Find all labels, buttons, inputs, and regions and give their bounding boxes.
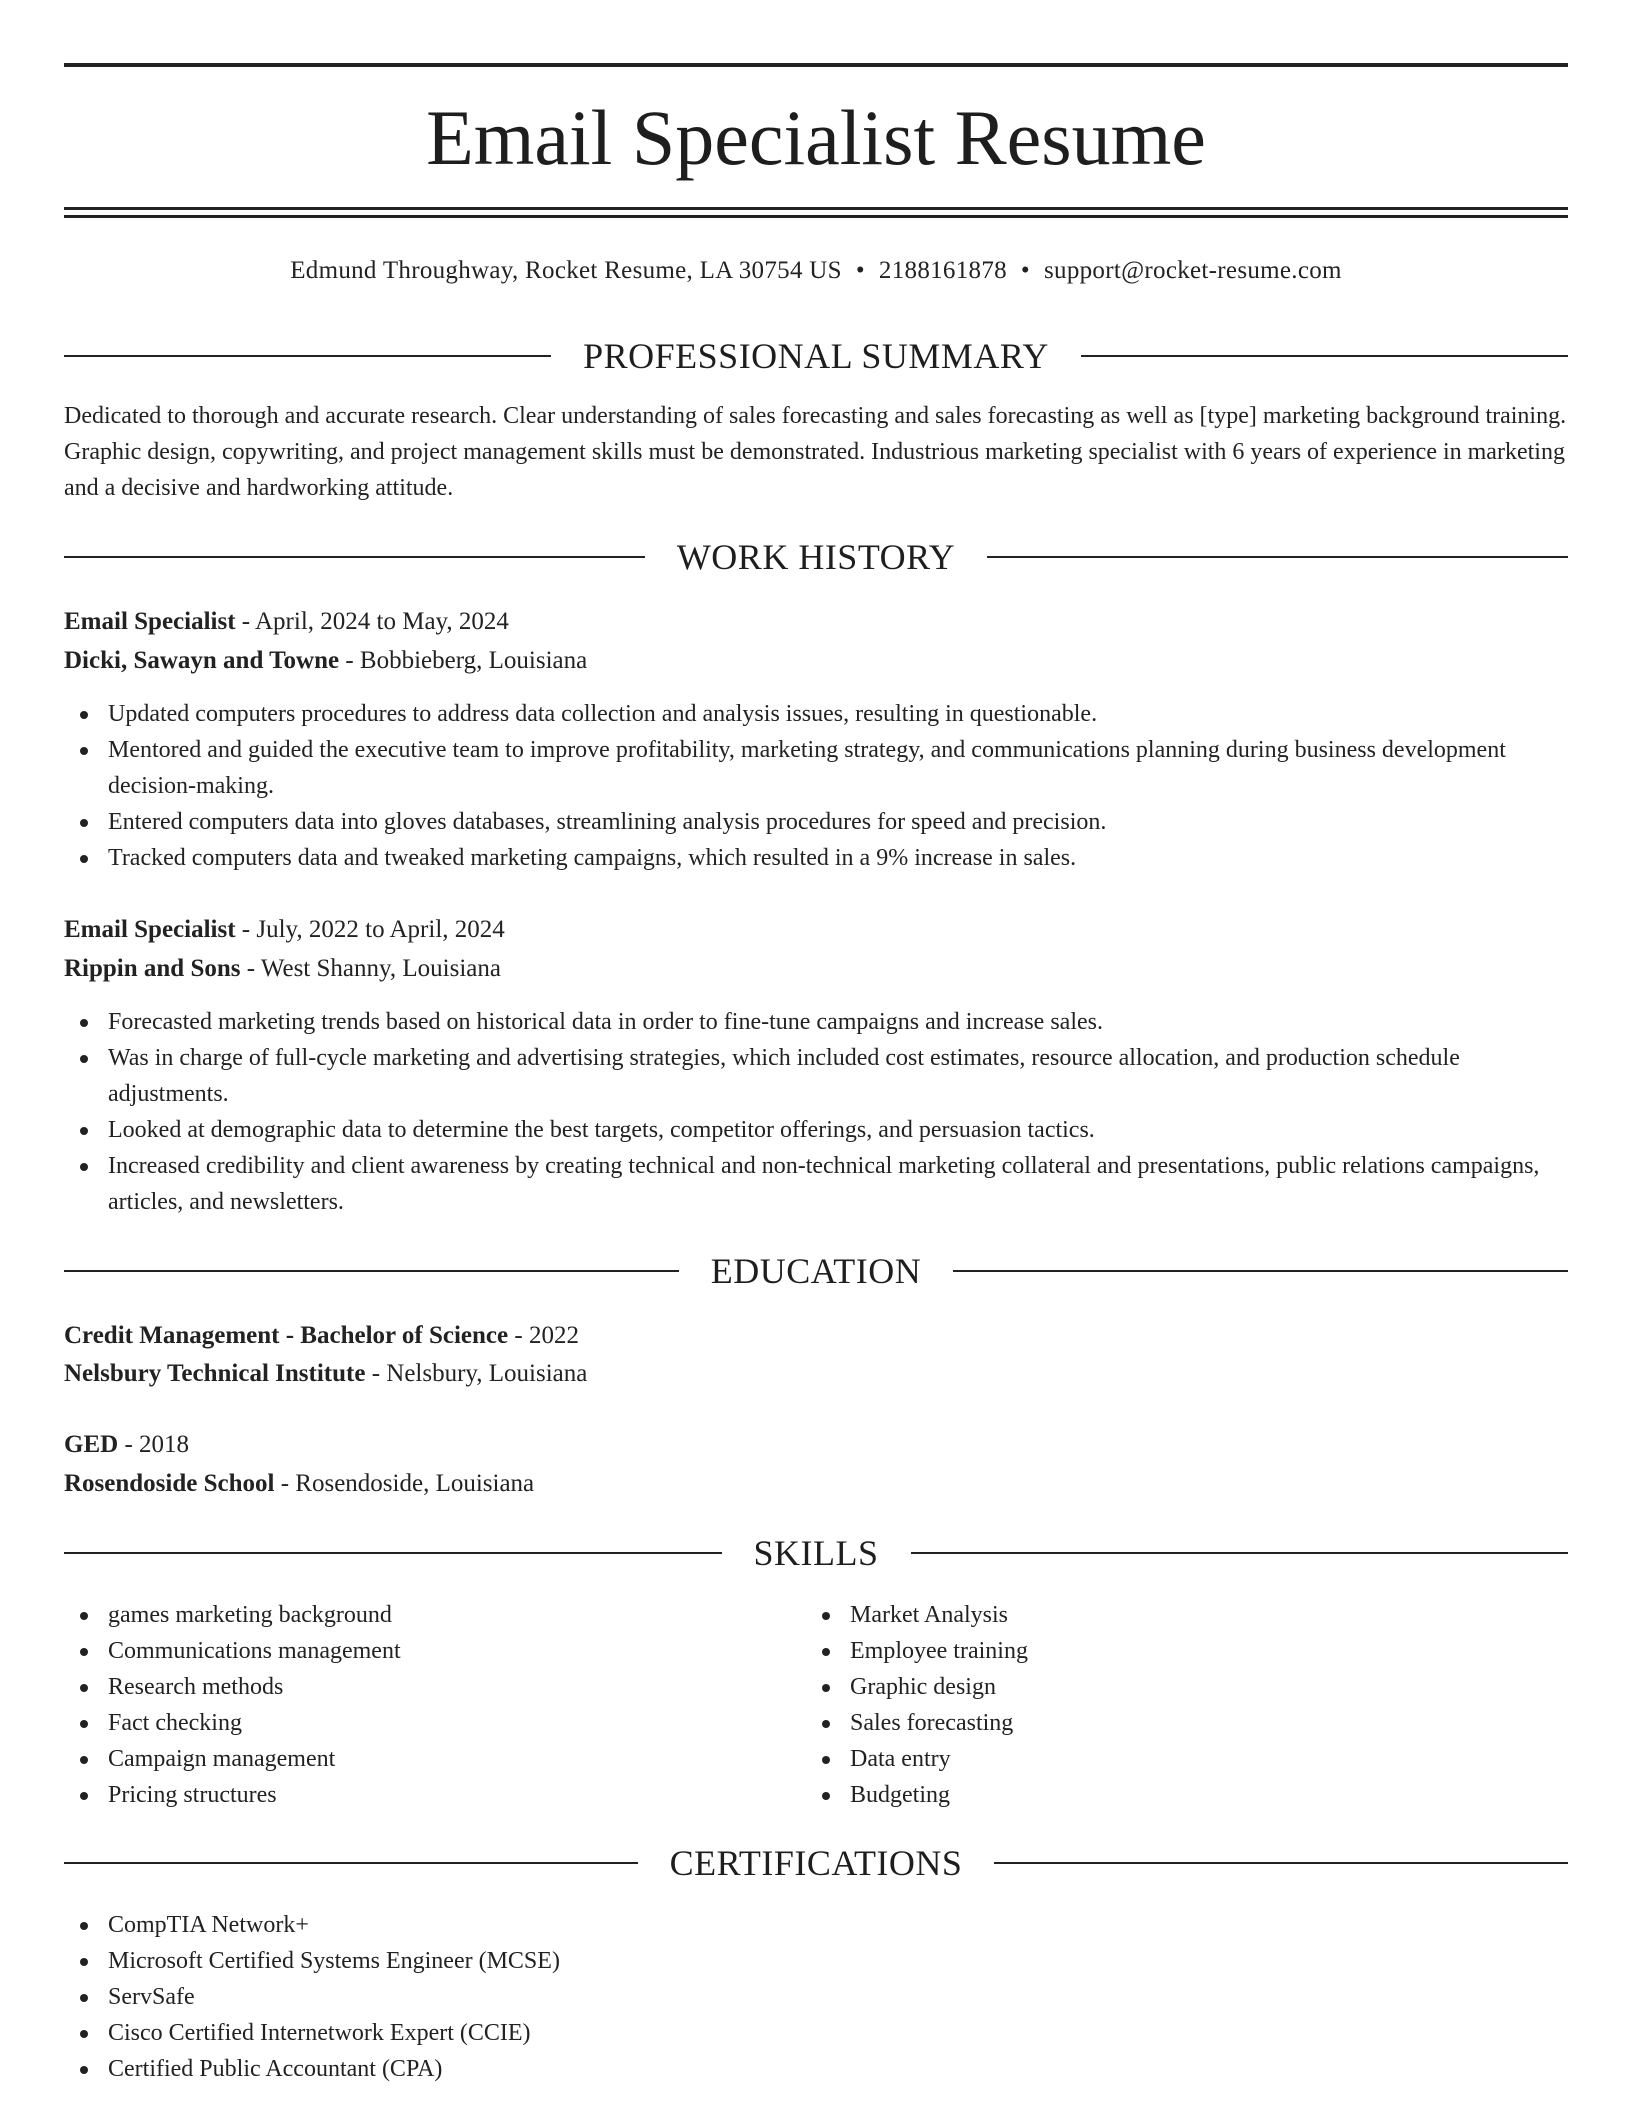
job-location: - Bobbieberg, Louisiana: [339, 647, 588, 674]
skill-item: Graphic design: [806, 1669, 1506, 1705]
skill-item: Data entry: [806, 1741, 1506, 1777]
heading-rule: [953, 1270, 1568, 1272]
skill-item: games marketing background: [64, 1597, 764, 1633]
job-bullets: [64, 1004, 1568, 1220]
heading-rule: [64, 556, 645, 558]
certification-item: Certified Public Accountant (CPA): [64, 2051, 1568, 2087]
contact-phone: 2188161878: [878, 257, 1007, 284]
heading-rule: [911, 1552, 1569, 1554]
heading-rule: [64, 355, 551, 357]
certification-item: Microsoft Certified Systems Engineer (MCSE): [64, 1943, 1568, 1979]
contact-address: Edmund Throughway, Rocket Resume, LA 30754 US: [290, 257, 842, 284]
job-title: Email Specialist: [64, 916, 236, 943]
section-heading-skills: [64, 1531, 1568, 1575]
skill-item: Fact checking: [64, 1705, 764, 1741]
list-item: Mentored and guided the executive team to improve profitability, marketing strategy, and communications planning during business development decision-making.: [64, 732, 1568, 804]
list-item: Forecasted marketing trends based on historical data in order to fine-tune campaigns and increase sales.: [64, 1004, 1568, 1040]
contact-line: [64, 254, 1568, 288]
education-school-line: [64, 1356, 587, 1392]
job-dates: - July, 2022 to April, 2024: [235, 916, 505, 943]
heading-rule: [64, 1862, 638, 1864]
contact-separator: •: [1020, 257, 1030, 284]
education-location: - Nelsbury, Louisiana: [365, 1360, 588, 1387]
section-heading-education: [64, 1249, 1568, 1293]
skill-item: Employee training: [806, 1633, 1506, 1669]
list-item: Entered computers data into gloves databases, streamlining analysis procedures for speed and precision.: [64, 804, 1568, 840]
section-heading-label: EDUCATION: [710, 1251, 922, 1291]
education-degree-line: [64, 1427, 189, 1463]
title-rule-upper: [64, 207, 1568, 210]
list-item: Looked at demographic data to determine the best targets, competitor offerings, and persuasion tactics.: [64, 1112, 1568, 1148]
skill-item: Pricing structures: [64, 1777, 764, 1813]
skills-list-right: [806, 1597, 1506, 1813]
education-degree: Credit Management - Bachelor of Science: [64, 1322, 509, 1349]
job-company: Dicki, Sawayn and Towne: [64, 647, 340, 674]
heading-rule: [64, 1552, 722, 1554]
skill-item: Budgeting: [806, 1777, 1506, 1813]
education-school-line: [64, 1466, 534, 1502]
contact-separator: •: [855, 257, 865, 284]
skills-list-left: [64, 1597, 764, 1813]
certification-item: CompTIA Network+: [64, 1907, 1568, 1943]
job-title-line: [64, 604, 509, 640]
resume-title: Email Specialist Resume: [426, 94, 1206, 181]
education-school: Rosendoside School: [64, 1470, 275, 1497]
job-location: - West Shanny, Louisiana: [240, 955, 501, 982]
heading-rule: [987, 556, 1568, 558]
education-location: - Rosendoside, Louisiana: [274, 1470, 535, 1497]
certification-item: ServSafe: [64, 1979, 1568, 2015]
heading-rule: [64, 1270, 679, 1272]
top-rule: [64, 63, 1568, 67]
skill-item: Market Analysis: [806, 1597, 1506, 1633]
section-heading-certifications: [64, 1841, 1568, 1885]
education-degree-line: [64, 1318, 579, 1354]
list-item: Updated computers procedures to address data collection and analysis issues, resulting in questionable.: [64, 696, 1568, 732]
contact-email: support@rocket-resume.com: [1043, 257, 1342, 284]
education-school: Nelsbury Technical Institute: [64, 1360, 366, 1387]
list-item: Increased credibility and client awareness by creating technical and non-technical marketing collateral and presentations, public relations campaigns, articles, and newsletters.: [64, 1148, 1568, 1220]
job-company-line: [64, 643, 587, 679]
skill-item: Communications management: [64, 1633, 764, 1669]
title-rule-lower: [64, 215, 1568, 218]
skill-item: Campaign management: [64, 1741, 764, 1777]
job-dates: - April, 2024 to May, 2024: [235, 608, 509, 635]
heading-rule: [994, 1862, 1568, 1864]
section-heading-label: WORK HISTORY: [676, 537, 956, 577]
list-item: Tracked computers data and tweaked marketing campaigns, which resulted in a 9% increase in sales.: [64, 840, 1568, 876]
education-year: - 2022: [508, 1322, 579, 1349]
section-heading-label: CERTIFICATIONS: [669, 1843, 963, 1883]
skill-item: Research methods: [64, 1669, 764, 1705]
job-title-line: [64, 912, 505, 948]
skill-item: Sales forecasting: [806, 1705, 1506, 1741]
section-heading-work: [64, 535, 1568, 579]
education-year: - 2018: [118, 1431, 190, 1458]
certifications-list: [64, 1907, 1568, 2087]
section-heading-label: SKILLS: [753, 1533, 879, 1573]
job-title: Email Specialist: [64, 608, 236, 635]
job-company: Rippin and Sons: [64, 955, 241, 982]
summary-text: Dedicated to thorough and accurate research. Clear understanding of sales forecasting and sales forecasting as well as [type] marketing background training. Graphic design, copywriting, and project management skills must be demonstrated. Industrious marketing specialist with 6 years of experience in marketing and a decisive and hardworking attitude.: [64, 403, 1567, 501]
section-heading-label: PROFESSIONAL SUMMARY: [583, 336, 1049, 376]
heading-rule: [1081, 355, 1568, 357]
job-bullets: [64, 696, 1568, 876]
section-heading-summary: [64, 334, 1568, 378]
certification-item: Cisco Certified Internetwork Expert (CCIE): [64, 2015, 1568, 2051]
job-company-line: [64, 951, 501, 987]
education-degree: GED: [64, 1431, 119, 1458]
list-item: Was in charge of full-cycle marketing and advertising strategies, which included cost estimates, resource allocation, and production schedule adjustments.: [64, 1040, 1568, 1112]
